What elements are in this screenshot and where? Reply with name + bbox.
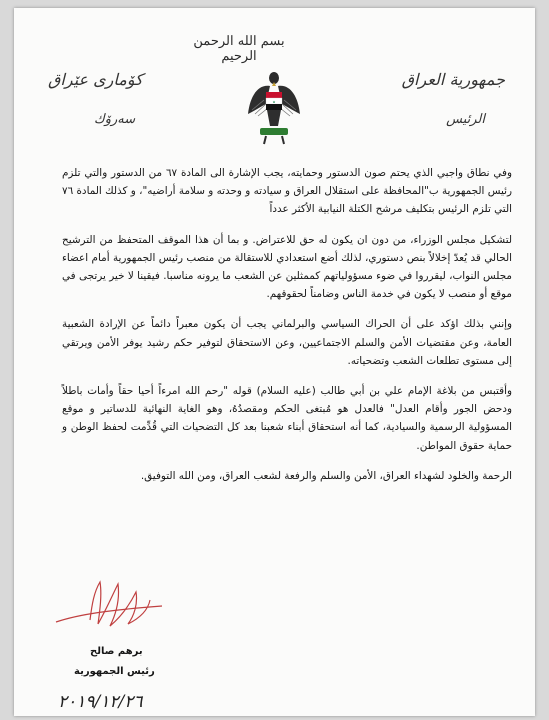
arabic-title: جمهورية العراق xyxy=(401,70,505,89)
paragraph: وأقتبس من بلاغة الإمام علي بن أبي طالب (عليه السلام) قوله "رحم الله امرءاً أحيا حقاً وأمات باطلاً ودحض الجور وأقام العدل" فالعدل هو مُبتغى الحكم ومقصدُهُ، وهو الغاية النهائية للدساتير و موقع المسؤولية الرسمية والسيادية، كما أنه استحقاق أبناء شعبنا بعد كل التضحيات التي قُدِّمت لحفظ الوطن و حماية حقوق المواطن. xyxy=(62,385,512,452)
kurdish-subtitle: سەرۆك xyxy=(94,112,136,127)
kurdish-title: كۆماری عێراق xyxy=(48,70,143,89)
paragraph: وإنني بذلك اؤكد على أن الحراك السياسي والبرلماني يجب أن يكون معبراً دائماً عن الإرادة الشعبية العامة، وعن مقتضيات الأمن والسلم الاجتماعيين، وعن الاستحقاق لتوفير حكم رشيد يوفر الأمن ويرتقي إلى مستوى تطلعات الشعب وتضحياته. xyxy=(62,318,512,367)
letter-page xyxy=(14,8,535,716)
paragraph: لتشكيل مجلس الوزراء، من دون ان يكون له حق للاعتراض. و بما أن هذا الموقف المتحفظ من الترشيح الحالي قد يُعدّ إخلالاً بنص دستوري، لذلك أضع استعدادي للاستقالة من منصب رئيس الجمهورية أمام اعضاء مجلس النواب، ليقرروا في ضوء مسؤولياتهم كممثلين عن الشعب ما يرونه مناسبا. فيقينا لا خير يرتجى في موقع أو منصب لا يكون في خدمة الناس وضامناً لحقوقهم. xyxy=(62,233,512,301)
letter-body xyxy=(62,164,512,497)
arabic-subtitle: الرئيس xyxy=(446,112,485,127)
handwritten-date: ٢٠١٩/١٢/٢٦ xyxy=(58,692,143,712)
paragraph: وفي نطاق واجبي الذي يحتم صون الدستور وحمايته، يجب الإشارة الى المادة ٦٧ من الدستور والتي تلزم رئيس الجمهورية ب"المحافظة على استقلال العراق و سيادته و وحدته و سلامة أراضيه"، و كذلك المادة ٧٦ التي تلزم الرئيس بتكليف مرشح الكتلة النيابية الأكثر عدداً xyxy=(62,167,512,216)
signatory-name: برهم صالح xyxy=(90,646,143,657)
basmala: بسم الله الرحمن الرحيم xyxy=(193,34,285,64)
eagle-emblem-icon xyxy=(246,70,302,148)
handwritten-signature xyxy=(50,570,170,640)
svg-text:❀: ❀ xyxy=(272,100,276,104)
paragraph: الرحمة والخلود لشهداء العراق، الأمن والسلم والرفعة لشعب العراق، ومن الله التوفيق. xyxy=(140,469,512,482)
signatory-title: رئيس الجمهورية xyxy=(74,666,155,677)
